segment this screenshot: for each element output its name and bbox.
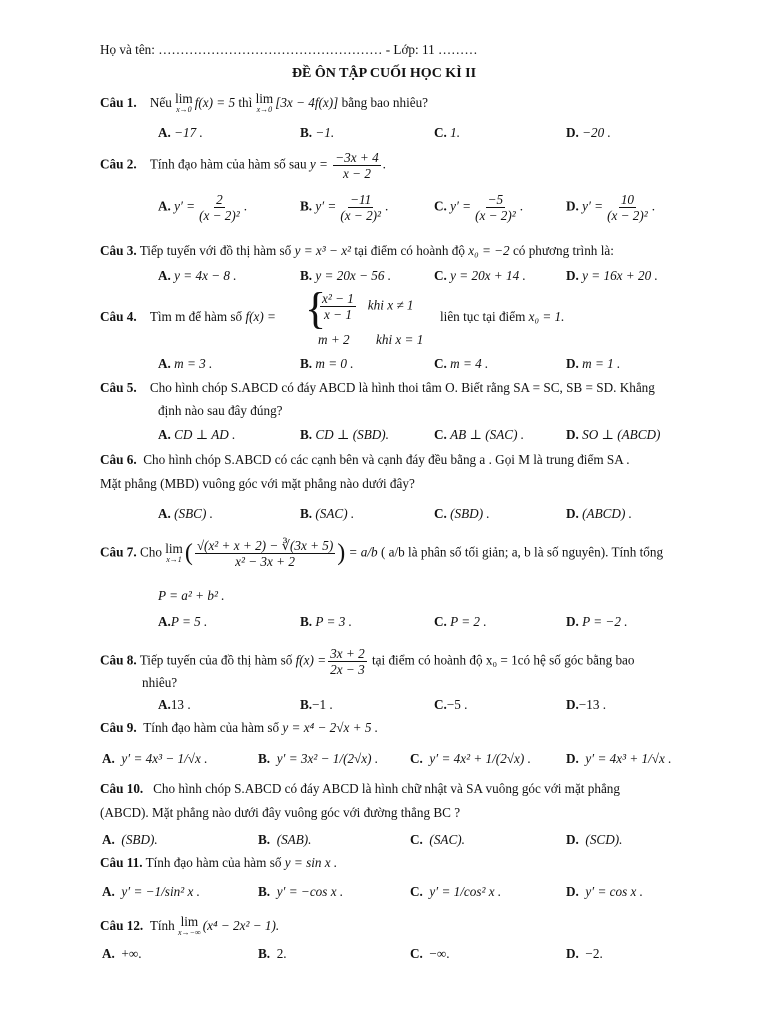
question-1: Câu 1. Nếu lim x→0 f(x) = 5 thì lim x→0 [3x − 4f(x)] bằng bao nhiêu? bbox=[100, 91, 429, 114]
worksheet-title: ĐỀ ÔN TẬP CUỐI HỌC KÌ II bbox=[291, 66, 477, 81]
question-5: Câu 5. Cho hình chóp S.ABCD có đáy ABCD là hình thoi tâm O. Biết rằng SA = SC, SB = SD. Khẳng bbox=[100, 380, 655, 395]
question-6: Câu 6. Cho hình chóp S.ABCD có các cạnh bên và cạnh đáy đều bằng a . Gọi M là trung điểm SA . bbox=[100, 452, 630, 467]
question-8-line2: nhiêu? bbox=[142, 675, 178, 690]
question-7: Câu 7. Cho lim x→1 ( $\frac{\text{√(x² + x + 2) − ∛(3x + 5)}}{\text{x² − 3x + 2}}$ ) = a/b ( a/b là phân số tối giản; a, b là số nguyên). Tính tổng bbox=[100, 538, 664, 569]
limit: lim x→0 bbox=[255, 91, 274, 114]
limit: lim x→0 bbox=[175, 91, 193, 114]
question-3: Câu 3. Tiếp tuyến với đồ thị hàm số y = x³ − x² tại điểm có hoành độ x₀ = −2 có phương trình là: bbox=[100, 243, 614, 258]
student-info-line: Họ và tên: …………………………………………… - Lớp: 11 ……… bbox=[100, 42, 478, 57]
question-label: Câu 3. bbox=[100, 243, 137, 258]
piecewise-brace: { bbox=[305, 284, 327, 333]
question-4-tail: liên tục tại điểm x₀ = 1. bbox=[440, 309, 565, 324]
piecewise-case-2: m + 2 khi x = 1 bbox=[318, 332, 424, 347]
question-8: Câu 8. Tiếp tuyến của đồ thị hàm số f(x) = $\frac{3x + 2}{2x - 3}$ tại điểm có hoành độ x₀ = 1có hệ số góc bằng bao bbox=[100, 646, 635, 677]
fraction: $\frac{-3x + 4}{x - 2}$ bbox=[335, 150, 379, 181]
question-12: Câu 12. Tính lim x→−∞ (x⁴ − 2x² − 1). bbox=[100, 914, 280, 937]
question-label: Câu 2. bbox=[100, 156, 137, 172]
question-7-line2: P = a² + b² . bbox=[158, 588, 225, 603]
question-10: Câu 10. Cho hình chóp S.ABCD có đáy ABCD là hình chữ nhật và SA vuông góc với mặt phẳng bbox=[100, 781, 620, 796]
question-2: Câu 2. Tính đạo hàm của hàm số sau y = $\frac{-3x + 4}{x - 2}$ . bbox=[100, 150, 386, 181]
question-5-line2: định nào sau đây đúng? bbox=[158, 403, 283, 418]
worksheet-page: Họ và tên: …………………………………………… - Lớp: 11 ……… ĐỀ ÔN TẬP CUỐI HỌC KÌ II Câu 1. Nếu lim x→0 f(x) = 5 thì lim x→0 [3x − 4f(x)] bằng bao nhiêu? A. −17 . B. −1. C. 1. D. −20 . Câu 2. Tính đạo hàm của hàm số sau y = $\frac{-3x + 4}{x - 2}$ . A. y′ = $\frac{2}{\text{(x − 2)²}}$ . B. y′ = $\frac{-11}{\text{(x − 2)²}}$ . C. y′ = $\frac{-5}{\text{(x − 2)²}}$ . D. y′ = $\frac{10}{\text{(x − 2)²}}$ . Câu 3. Tiếp tuyến với đồ thị hàm số y = x³ − x² tại điểm có hoành độ x₀ = −2 có phương trình là: A. y = 4x − 8 . B. y = 20x − 56 . C. y = 20x + 14 . D. y = 16x + 20 . Câu 4. Tìm m để hàm số f(x) = { $\frac{\text{x² − 1}}{x - 1}$ khi x ≠ 1 m + 2 khi x = 1 liên tục tại điểm x₀ = 1. A. m = 3 . B. m = 0 . C. m = 4 . D. m = 1 . Câu 5. Cho hình chóp S.ABCD có đáy ABCD là hình thoi tâm O. Biết rằng SA = SC, SB = SD. Khẳng định nào sau đây đúng? A. CD ⊥ AD . B. CD ⊥ (SBD). C. AB ⊥ (SAC) . D. SO ⊥ (ABCD) Câu 6. Cho hình chóp S.ABCD có các cạnh bên và cạnh đáy đều bằng a . Gọi M là trung điểm SA . Mặt phẳng (MBD) vuông góc với mặt phẳng nào dưới đây? A. (SBC) . B. (SAC) . C. (SBD) . D. (ABCD) . Câu 7. Cho lim x→1 ( $\frac{\text{√(x² + x + 2) − ∛(3x + 5)}}{\text{x² − 3x + 2}}$ ) = a/b ( a/b là phân số tối giản; a, b là số nguyên). Tính tổng P = a² + b² . A.P = 5 . B. P = 3 . C. P = 2 . D. P = −2 . Câu 8. Tiếp tuyến của đồ thị hàm số f(x) = $\frac{3x + 2}{2x - 3}$ tại điểm có hoành độ x₀ = 1có hệ số góc bằng bao nhiêu? A.13 . B.−1 . C.−5 . D.−13 . Câu 9. Tính đạo hàm của hàm số y = x⁴ − 2√x + 5 . A. y′ = 4x³ − 1/√x . B. y′ = 3x² − 1/(2√x) . C. y′ = 4x² + 1/(2√x) . D. y′ = 4x³ + 1/√x . Câu 10. Cho hình chóp S.ABCD có đáy ABCD là hình chữ nhật và SA vuông góc với mặt phẳng (ABCD). Mặt phẳng nào dưới đây vuông góc với đường thẳng BC ? A. (SBD). B. (SAB). C. (SAC). D. (SCD). Câu 11. Tính đạo hàm của hàm số y = sin x . A. y′ = −1/sin² x . B. y′ = −cos x . C. y′ = 1/cos² x . D. y′ = cos x . Câu 12. Tính lim x→−∞ (x⁴ − 2x² − 1). A. +∞. B. 2. C. −∞. D. −2. bbox=[0, 0, 768, 1024]
piecewise-case-1: $\frac{\text{x² − 1}}{x - 1}$ khi x ≠ 1 bbox=[322, 291, 414, 322]
question-4-label: Câu 4. Tìm m để hàm số f(x) = bbox=[100, 309, 276, 324]
question-6-line2: Mặt phẳng (MBD) vuông góc với mặt phẳng nào dưới đây? bbox=[100, 476, 415, 491]
question-9: Câu 9. Tính đạo hàm của hàm số y = x⁴ − 2√x + 5 . bbox=[100, 720, 379, 735]
question-10-line2: (ABCD). Mặt phẳng nào dưới đây vuông góc với đường thẳng BC ? bbox=[100, 805, 461, 820]
question-11: Câu 11. Tính đạo hàm của hàm số y = sin x . bbox=[100, 855, 338, 870]
question-label: Câu 1. bbox=[100, 95, 137, 111]
